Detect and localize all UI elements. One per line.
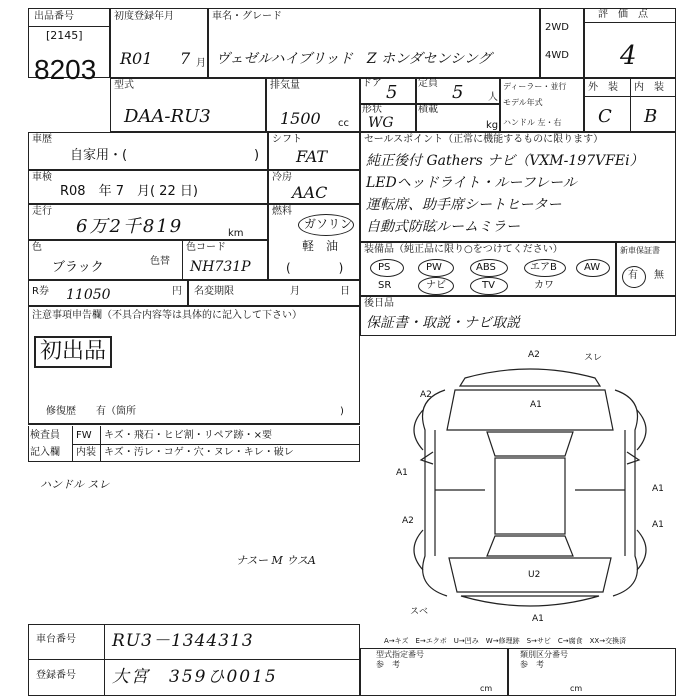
shift-label: シフト <box>272 134 302 145</box>
equip-airbag-circle <box>524 259 566 277</box>
equip-ps: PS <box>378 262 391 273</box>
score-label: 評 価 点 <box>598 9 648 20</box>
damage-front-left: A2 <box>420 390 432 400</box>
class-cm: cm <box>570 684 583 693</box>
history-close: ) <box>254 148 260 163</box>
afterward-label: 後日品 <box>364 298 394 309</box>
model-spec-cm: cm <box>480 684 493 693</box>
warranty-label: 新車保証書 <box>620 246 660 255</box>
damage-right-front: A1 <box>652 484 664 494</box>
damage-rear-left-scratch: スベ <box>410 607 429 617</box>
fuel-alt: 軽 油 <box>302 239 339 253</box>
color-code-label: 色コード <box>186 242 226 253</box>
score-value: 4 <box>620 41 637 71</box>
lot-divider <box>28 26 110 27</box>
inspector-top-line <box>28 424 360 425</box>
drive-box <box>540 8 584 78</box>
equip-abs: ABS <box>476 262 496 273</box>
equip-tv: TV <box>482 280 495 291</box>
inspector-note-2: ナスー M ウスA <box>236 554 316 567</box>
exterior-items: キズ・飛石・ヒビ割・リペア跡・×要 <box>104 430 272 441</box>
history-label: 車歴 <box>32 134 52 145</box>
declaration-label: 注意事項申告欄（不具合内容等は具体的に記入して下さい） <box>32 310 302 321</box>
color-code-value: NH731P <box>190 259 251 275</box>
interior-items-label: 内装 <box>76 447 96 458</box>
equip-sr: SR <box>378 280 392 291</box>
afterward-value: 保証書・取説・ナビ取説 <box>366 315 520 331</box>
load-unit: kg <box>486 120 499 131</box>
interior-label: 内 装 <box>634 82 664 93</box>
equip-aw: AW <box>584 262 601 273</box>
chassis-label: 車台番号 <box>36 634 76 645</box>
lot-label: 出品番号 <box>34 11 74 22</box>
sales-line-2: LEDヘッドライト・ルーフレール <box>366 175 577 191</box>
class-label: 類別区分番号 <box>520 650 568 659</box>
drive-2wd: 2WD <box>545 22 569 33</box>
reg-value: 大宮 359ひ0015 <box>112 667 278 687</box>
equip-airbag: エアB <box>530 262 557 273</box>
interior-value: B <box>644 106 658 127</box>
dealer-label: ディーラー・並行 <box>503 82 567 91</box>
damage-left-rear: A2 <box>402 516 414 526</box>
color-value: ブラック <box>52 260 104 275</box>
repair-label: 修復歴 有（箇所 <box>46 406 136 417</box>
displacement-value: 1500 <box>280 109 321 128</box>
mileage-value: 6万2千819 <box>76 216 184 237</box>
ac-value: AAC <box>292 183 328 202</box>
capacity-value: 5 <box>452 82 464 103</box>
first-reg-value: R01 <box>120 49 153 68</box>
ext-int-divider <box>630 78 631 132</box>
model-spec-ref: 参 考 <box>376 660 400 669</box>
equip-aw-circle <box>576 259 610 277</box>
handle-label: ハンドル 左・右 <box>503 118 562 127</box>
exterior-value: C <box>598 106 612 127</box>
mileage-unit: km <box>228 228 244 239</box>
inspector-fw-divider <box>100 426 101 462</box>
displacement-label: 排気量 <box>270 80 300 91</box>
equipment-label: 装備品（純正品に限り○をつけてください） <box>364 244 563 255</box>
capacity-unit: 人 <box>488 92 498 103</box>
sales-line-3: 運転席、助手席シートヒーター <box>366 197 562 213</box>
warranty-no: 無 <box>654 270 664 281</box>
equip-pw-circle <box>418 259 454 277</box>
equip-pw: PW <box>426 262 442 273</box>
equip-tv-circle <box>470 277 508 295</box>
sales-line-4: 自動式防眩ルームミラー <box>366 219 520 235</box>
equip-navi-circle <box>418 277 454 295</box>
color-change-label: 色替 <box>150 256 170 267</box>
first-listing-stamp: 初出品 <box>34 336 112 368</box>
name-change-label: 名変期限 <box>194 286 234 297</box>
warranty-yes-circle <box>622 266 646 288</box>
fuel-label: 燃料 <box>272 206 292 217</box>
shift-value: FAT <box>296 147 328 166</box>
equip-navi: ナビ <box>426 280 446 291</box>
drive-4wd: 4WD <box>545 50 569 61</box>
mileage-label: 走行 <box>32 206 52 217</box>
first-reg-label: 初度登録年月 <box>114 11 174 22</box>
repair-close: ) <box>340 406 344 417</box>
inspector-note-1: ハンドル スレ <box>40 478 110 491</box>
warranty-yes: 有 <box>628 270 638 281</box>
name-change-month: 月 <box>290 286 300 297</box>
fw-label: FW <box>76 430 92 441</box>
entry-label: 記入欄 <box>30 447 60 458</box>
score-divider <box>584 22 676 23</box>
fuel-circle <box>298 214 354 236</box>
shape-label: 形状 <box>362 104 382 115</box>
doors-value: 5 <box>386 82 398 103</box>
damage-rear-bottom: A1 <box>532 614 544 624</box>
lot-number: 8203 <box>34 54 97 85</box>
car-diagram <box>395 360 665 620</box>
equip-ps-circle <box>370 259 404 277</box>
interior-items: キズ・汚レ・コゲ・穴・ヌレ・キレ・破レ <box>104 447 294 458</box>
shape-value: WG <box>368 115 394 131</box>
ext-int-hline <box>584 96 676 97</box>
color-label: 色 <box>32 242 42 253</box>
damage-hood: A1 <box>530 400 542 410</box>
reg-label: 登録番号 <box>36 670 76 681</box>
sales-line-1: 純正後付 Gathers ナビ（VXM-197VFEi） <box>366 153 644 169</box>
inspector-label: 検査員 <box>30 430 60 441</box>
first-reg-month-unit: 月 <box>196 58 206 69</box>
inspection-value: R08 年 7 月( 22 日) <box>60 184 198 199</box>
first-reg-month: 7 <box>180 49 191 68</box>
car-name-value: ヴェゼルハイブリッド Z ホンダセンシング <box>216 51 492 67</box>
damage-legend: A→キズ E→エクボ U→凹み W→修理跡 S→サビ C→腐食 XX→交換済 <box>384 637 627 645</box>
car-name-label: 車名・グレード <box>212 11 282 22</box>
fuel-value: ガソリン <box>304 217 353 231</box>
exterior-label: 外 装 <box>588 82 618 93</box>
model-spec-label: 型式指定番号 <box>376 650 424 659</box>
load-label: 積載 <box>418 104 438 115</box>
equip-abs-circle <box>470 259 508 277</box>
name-change-day: 日 <box>340 286 350 297</box>
model-year-label: モデル年式 <box>503 98 543 107</box>
color-code-divider <box>182 240 183 280</box>
ticket-value: 11050 <box>66 287 111 303</box>
chassis-value: RU3－1344313 <box>112 631 254 651</box>
displacement-unit: cc <box>338 118 349 129</box>
damage-front-scratch: スレ <box>584 353 603 363</box>
fuel-paren: ( ) <box>286 261 344 275</box>
damage-front: A2 <box>528 350 540 360</box>
history-value: 自家用・( <box>70 148 128 163</box>
class-ref: 参 考 <box>520 660 544 669</box>
ac-label: 冷房 <box>272 172 292 183</box>
model-label: 型式 <box>114 80 134 91</box>
lot-code: [2145] <box>46 29 83 42</box>
doors-label: ドア <box>362 78 382 89</box>
ticket-label: R券 <box>32 286 49 297</box>
equip-leather: カワ <box>534 280 554 291</box>
damage-rear: U2 <box>528 570 541 580</box>
damage-left-side: A1 <box>396 468 408 478</box>
inspection-label: 車検 <box>32 172 52 183</box>
ticket-unit: 円 <box>172 286 182 297</box>
capacity-label: 定員 <box>418 78 438 89</box>
damage-right-side: A1 <box>652 520 664 530</box>
model-value: DAA-RU3 <box>124 106 211 127</box>
history-box <box>28 132 268 170</box>
inspector-mid-line <box>72 444 360 445</box>
sales-label: セールスポイント（正常に機能するものに限ります） <box>364 134 604 145</box>
